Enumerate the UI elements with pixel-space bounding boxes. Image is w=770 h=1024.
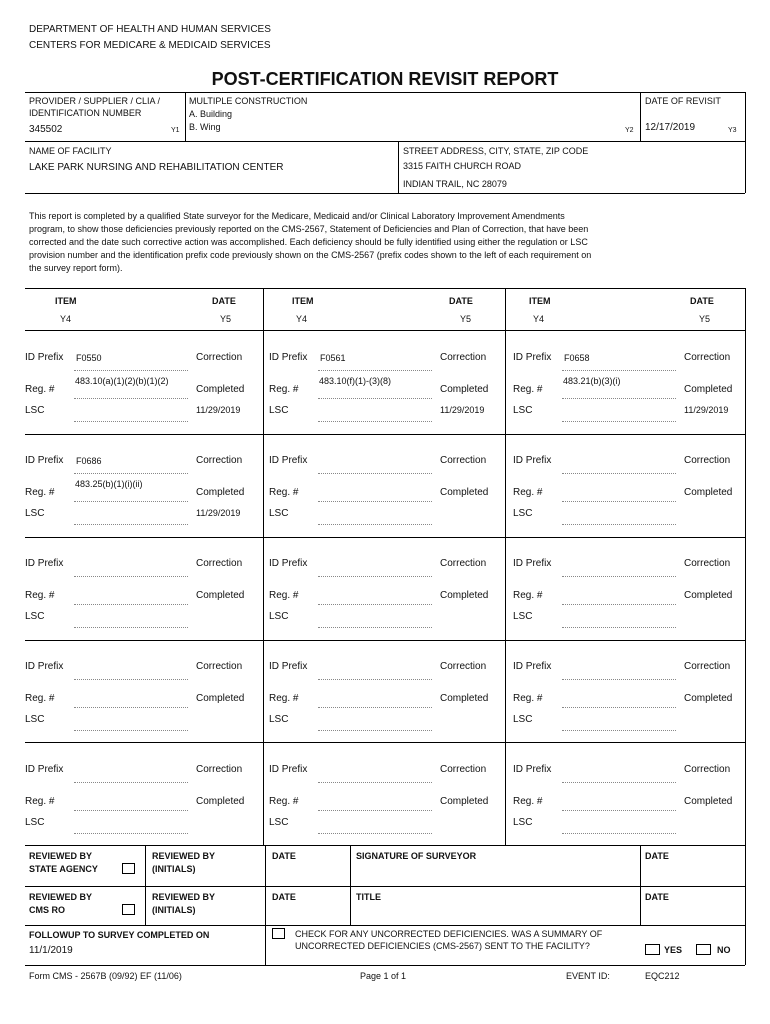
id-prefix-value[interactable]: F0561 [320,353,346,363]
completed-label: Completed [196,693,245,704]
reg-number-line [318,398,432,399]
id-prefix-line [318,782,432,783]
completed-label: Completed [440,796,489,807]
column-header-item: ITEM [529,296,551,306]
correction-label: Correction [440,352,487,363]
column-header-date: DATE [690,296,714,306]
id-prefix-label: ID Prefix [25,661,64,672]
reviewed-by-cms-label: REVIEWED BY [29,892,93,902]
completion-date[interactable]: 11/29/2019 [440,405,485,415]
id-prefix-line [74,679,188,680]
reg-number-label: Reg. # [25,590,55,601]
reg-number-line [318,604,432,605]
event-id-label: EVENT ID: [566,971,610,981]
reviewed-by-state-label: REVIEWED BY [29,851,93,861]
reg-number-label: Reg. # [25,693,55,704]
reg-number-label: Reg. # [513,487,543,498]
id-prefix-line [562,782,676,783]
column-code-item: Y4 [60,314,72,324]
completed-label: Completed [684,384,733,395]
column-code-date: Y5 [699,314,711,324]
reg-number-label: Reg. # [269,693,299,704]
completed-label: Completed [440,590,489,601]
form-number: Form CMS - 2567B (09/92) EF (11/06) [29,971,182,981]
id-prefix-line [562,679,676,680]
reviewed-by-initials-label-2: (INITIALS) [152,864,196,874]
event-id-value: EQC212 [645,971,680,981]
reg-number-line [74,604,188,605]
correction-label: Correction [684,558,731,569]
reg-number-label: Reg. # [25,487,55,498]
reg-number-label: Reg. # [25,796,55,807]
lsc-label: LSC [513,817,533,828]
id-prefix-label: ID Prefix [269,661,308,672]
correction-label: Correction [440,558,487,569]
facility-name-label: NAME OF FACILITY [29,146,112,156]
title-label: TITLE [356,892,381,902]
id-prefix-label: ID Prefix [513,455,552,466]
reg-number-line [562,604,676,605]
id-prefix-line [562,576,676,577]
id-prefix-value[interactable]: F0550 [76,353,102,363]
correction-label: Correction [196,352,243,363]
reg-number-value[interactable]: 483.10(f)(1)-(3)(8) [319,376,392,386]
id-prefix-line [74,576,188,577]
id-prefix-line [318,576,432,577]
completed-label: Completed [684,590,733,601]
correction-label: Correction [440,764,487,775]
reviewed-by-initials-label: REVIEWED BY [152,851,216,861]
page-number: Page 1 of 1 [360,971,407,981]
lsc-label: LSC [25,508,45,519]
yes-checkbox[interactable] [645,944,660,955]
address-line-1[interactable]: 3315 FAITH CHURCH ROAD [403,161,522,171]
reg-number-line [562,398,676,399]
reg-number-label: Reg. # [513,693,543,704]
lsc-line [562,833,676,834]
lsc-label: LSC [25,405,45,416]
id-prefix-label: ID Prefix [513,661,552,672]
reg-number-line [562,707,676,708]
id-prefix-line [562,473,676,474]
no-label: NO [717,945,731,955]
completed-label: Completed [684,487,733,498]
followup-label: FOLLOWUP TO SURVEY COMPLETED ON [29,930,210,940]
followup-value[interactable]: 11/1/2019 [29,945,73,956]
lsc-label: LSC [269,714,289,725]
reg-number-line [562,810,676,811]
column-header-date: DATE [212,296,236,306]
state-agency-checkbox[interactable] [122,863,135,874]
reg-number-line [318,707,432,708]
completion-date[interactable]: 11/29/2019 [196,405,241,415]
provider-code: Y1 [171,127,180,134]
reg-number-label: Reg. # [269,590,299,601]
id-prefix-line [318,473,432,474]
id-prefix-line [74,473,188,474]
id-prefix-label: ID Prefix [513,558,552,569]
completed-label: Completed [440,693,489,704]
id-prefix-label: ID Prefix [25,455,64,466]
reviewed-by-cms-label-2: CMS RO [29,905,65,915]
lsc-line [74,730,188,731]
correction-label: Correction [684,764,731,775]
date-of-revisit-label: DATE OF REVISIT [645,96,721,106]
lsc-label: LSC [269,611,289,622]
date-of-revisit-value[interactable]: 12/17/2019 [645,122,696,133]
reg-number-line [74,810,188,811]
lsc-line [74,524,188,525]
lsc-line [318,627,432,628]
completed-label: Completed [440,487,489,498]
column-code-date: Y5 [460,314,472,324]
reviewed-by-state-label-2: STATE AGENCY [29,864,98,874]
lsc-line [74,421,188,422]
id-prefix-label: ID Prefix [269,352,308,363]
reg-number-line [74,398,188,399]
uncorrected-question-2: UNCORRECTED DEFICIENCIES (CMS-2567) SENT TO THE FACILITY? [295,941,590,951]
completed-label: Completed [684,796,733,807]
correction-label: Correction [684,661,731,672]
facility-name-value[interactable]: LAKE PARK NURSING AND REHABILITATION CENTER [29,162,284,173]
correction-label: Correction [196,455,243,466]
address-line-2[interactable]: INDIAN TRAIL, NC 28079 [403,179,507,189]
date-label: DATE [645,851,669,861]
agency-name: CENTERS FOR MEDICARE & MEDICAID SERVICES [29,40,271,51]
correction-label: Correction [440,455,487,466]
building-label: A. Building [189,109,233,119]
lsc-line [562,627,676,628]
id-prefix-label: ID Prefix [25,558,64,569]
intro-paragraph: This report is completed by a qualified State surveyor for the Medicare, Medicaid and/or Clinical Laboratory Improvement Amendments program, to show those deficiencies previously reported on the CMS-2567, Statement of Deficiencies and Plan of Correction, that have been corrected and the date such corrective action was accomplished. Each deficiency should be fully identified using either the regulation or LSC provision number and the identification prefix code previously shown on the CMS-2567 (prefix codes shown to the left of each requirement on the survey report form). [29,211,592,273]
column-code-item: Y4 [533,314,545,324]
lsc-label: LSC [513,508,533,519]
correction-label: Correction [684,455,731,466]
id-prefix-line [562,370,676,371]
completed-label: Completed [440,384,489,395]
date-code: Y3 [728,127,737,134]
id-prefix-line [74,370,188,371]
completed-label: Completed [196,590,245,601]
lsc-label: LSC [513,714,533,725]
lsc-label: LSC [269,817,289,828]
reg-number-line [74,501,188,502]
reg-number-line [318,501,432,502]
column-header-item: ITEM [292,296,314,306]
date-label: DATE [272,851,296,861]
provider-id-value[interactable]: 345502 [29,124,63,135]
lsc-label: LSC [513,405,533,416]
correction-label: Correction [196,558,243,569]
uncorrected-question: CHECK FOR ANY UNCORRECTED DEFICIENCIES. WAS A SUMMARY OF [295,929,603,939]
lsc-line [562,421,676,422]
reg-number-label: Reg. # [25,384,55,395]
reg-number-label: Reg. # [269,487,299,498]
id-prefix-value[interactable]: F0658 [564,353,590,363]
column-code-date: Y5 [220,314,232,324]
id-prefix-line [318,679,432,680]
lsc-line [318,833,432,834]
completed-label: Completed [196,487,245,498]
lsc-line [74,833,188,834]
completion-date[interactable]: 11/29/2019 [684,405,729,415]
multiple-construction-label: MULTIPLE CONSTRUCTION [189,96,308,106]
column-header-item: ITEM [55,296,77,306]
completed-label: Completed [196,796,245,807]
lsc-line [318,730,432,731]
wing-label: B. Wing [189,122,221,132]
reg-number-label: Reg. # [269,796,299,807]
lsc-label: LSC [269,508,289,519]
id-prefix-line [318,370,432,371]
page-title: POST-CERTIFICATION REVISIT REPORT [211,69,559,89]
lsc-label: LSC [25,817,45,828]
id-prefix-label: ID Prefix [25,764,64,775]
reg-number-line [318,810,432,811]
column-code-item: Y4 [296,314,308,324]
date-label: DATE [645,892,669,902]
uncorrected-checkbox[interactable] [272,928,285,939]
correction-label: Correction [440,661,487,672]
provider-id-label: PROVIDER / SUPPLIER / CLIA / [29,96,161,106]
yes-label: YES [664,945,683,955]
correction-label: Correction [196,764,243,775]
reg-number-value[interactable]: 483.25(b)(1)(i)(ii) [75,479,143,489]
lsc-label: LSC [25,714,45,725]
id-prefix-label: ID Prefix [25,352,64,363]
lsc-label: LSC [513,611,533,622]
reg-number-label: Reg. # [269,384,299,395]
reg-number-value[interactable]: 483.10(a)(1)(2)(b)(1)(2) [75,376,169,386]
correction-label: Correction [684,352,731,363]
id-prefix-label: ID Prefix [269,455,308,466]
reviewed-by-initials-label-2: (INITIALS) [152,905,196,915]
lsc-line [562,524,676,525]
id-prefix-label: ID Prefix [513,352,552,363]
completion-date[interactable]: 11/29/2019 [196,508,241,518]
reviewed-by-initials-label: REVIEWED BY [152,892,216,902]
completed-label: Completed [684,693,733,704]
id-prefix-line [74,782,188,783]
reg-number-label: Reg. # [513,796,543,807]
id-prefix-label: ID Prefix [269,764,308,775]
no-checkbox[interactable] [696,944,711,955]
date-label: DATE [272,892,296,902]
department-name: DEPARTMENT OF HEALTH AND HUMAN SERVICES [29,24,271,35]
lsc-label: LSC [25,611,45,622]
signature-label: SIGNATURE OF SURVEYOR [356,851,477,861]
id-prefix-label: ID Prefix [513,764,552,775]
column-header-date: DATE [449,296,473,306]
lsc-line [318,524,432,525]
reg-number-line [562,501,676,502]
cms-ro-checkbox[interactable] [122,904,135,915]
lsc-line [318,421,432,422]
completed-label: Completed [196,384,245,395]
construction-code: Y2 [625,127,634,134]
reg-number-value[interactable]: 483.21(b)(3)(i) [563,376,621,386]
id-prefix-label: ID Prefix [269,558,308,569]
reg-number-line [74,707,188,708]
lsc-line [74,627,188,628]
reg-number-label: Reg. # [513,590,543,601]
reg-number-label: Reg. # [513,384,543,395]
lsc-line [562,730,676,731]
address-label: STREET ADDRESS, CITY, STATE, ZIP CODE [403,146,589,156]
correction-label: Correction [196,661,243,672]
lsc-label: LSC [269,405,289,416]
id-prefix-value[interactable]: F0686 [76,456,102,466]
provider-id-label-2: IDENTIFICATION NUMBER [29,108,142,118]
